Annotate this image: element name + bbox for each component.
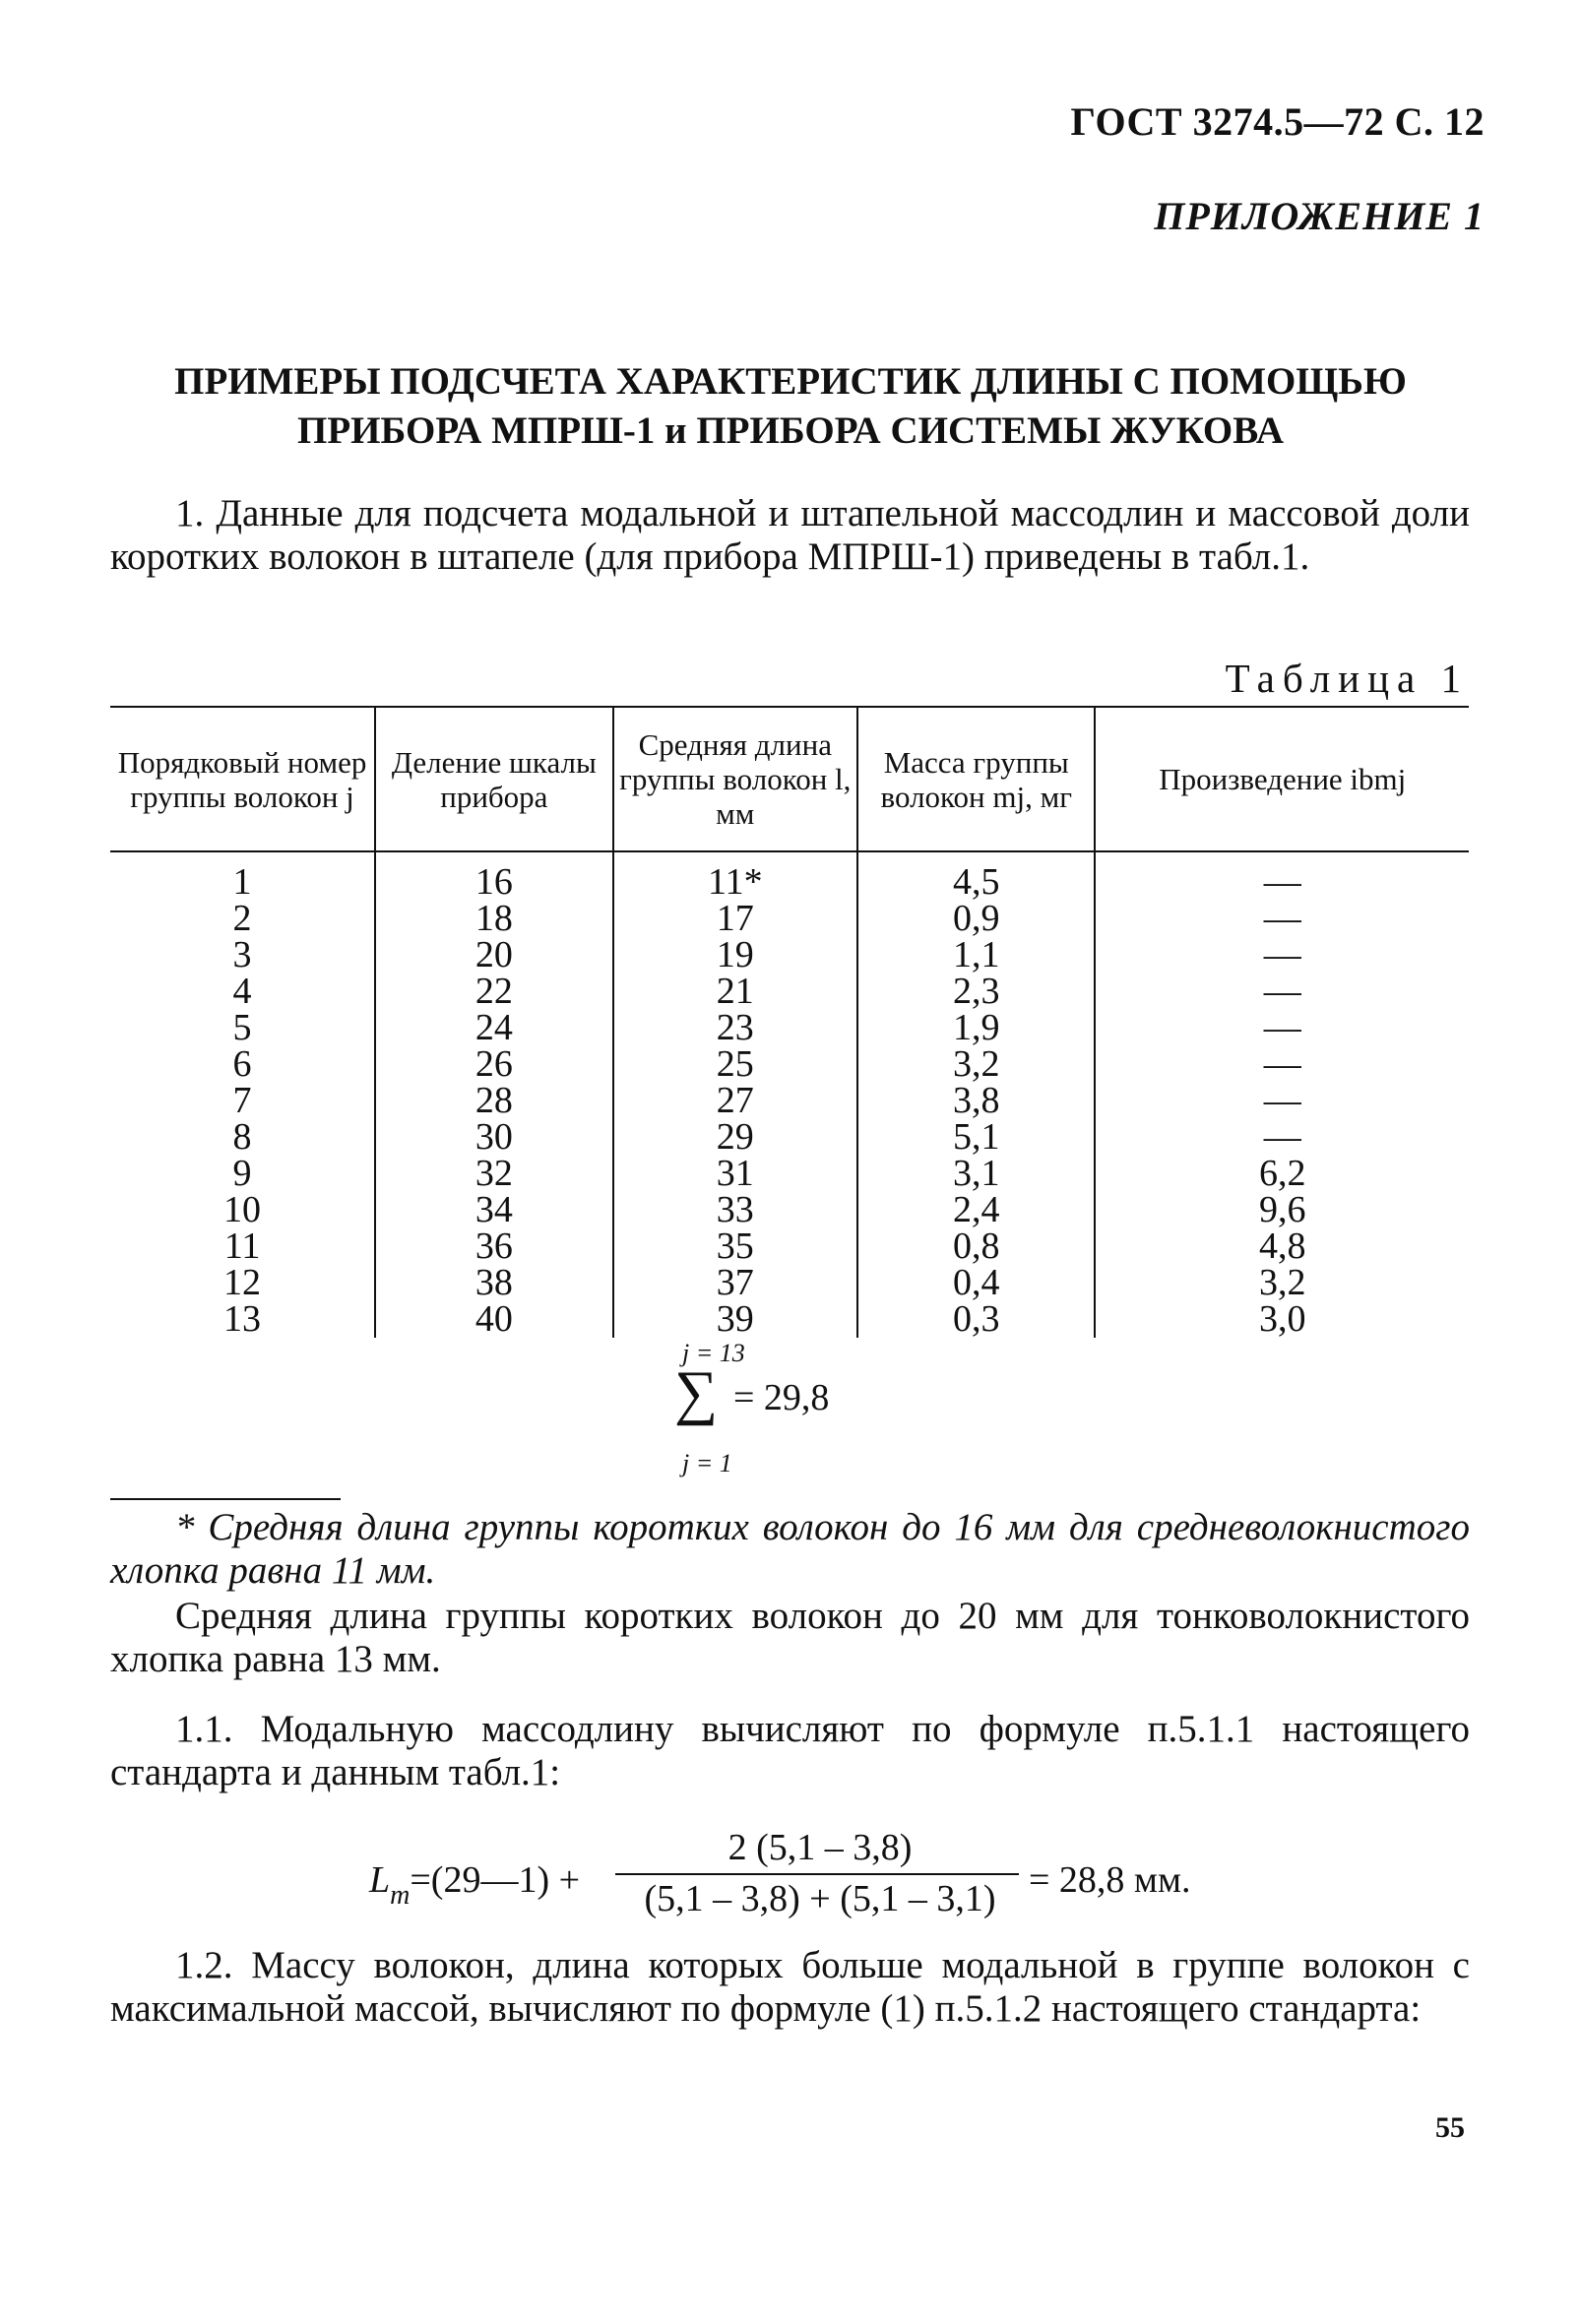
formula-denominator: (5,1 – 3,8) + (5,1 – 3,1) [644,1878,996,1919]
table-cell: 31 [613,1156,857,1192]
table-row [110,851,1469,901]
table-cell: 9,6 [1095,1192,1469,1228]
table-cell: 7 [232,1080,252,1121]
table-cell: — [1095,937,1469,974]
table-row [110,1010,1469,1046]
header-mean-length: Средняя длина группы волокон l, мм [613,707,857,851]
paragraph-1-2: 1.2. Массу волокон, длина которых больше модальной в группе волокон с максимальной массой, вычисляют по формуле (1) п.5.1.2 настоящего стандарта: [110,1944,1470,2030]
table-cell: 4,5 [857,851,1096,901]
table-cell: 40 [375,1301,613,1338]
table-cell: 29 [613,1119,857,1156]
table-cell: 3,2 [857,1046,1096,1083]
table-cell: 17 [613,901,857,937]
sum-upper-limit: j = 13 [682,1339,745,1367]
table-cell: 22 [375,974,613,1010]
formula-lhs-rest: =(29—1) + [410,1859,581,1901]
table-cell: 3,1 [857,1156,1096,1192]
table-cell: — [1095,1083,1469,1119]
table-row [110,901,1469,937]
table-body [110,851,1469,1338]
formula-lhs-subscript: m [390,1880,411,1911]
table-cell: 1,1 [857,937,1096,974]
page-title [79,357,1502,456]
table-cell: 1 [232,861,252,903]
table-cell: 1,9 [857,1010,1096,1046]
table-cell: 28 [375,1083,613,1119]
footnote-1: * Средняя длина группы коротких волокон до 16 мм для средневолокнистого хлопка равна 11 мм. [110,1506,1470,1592]
table-cell: 4 [232,971,252,1012]
table-cell: 30 [375,1119,613,1156]
table-cell: — [1095,1046,1469,1083]
title-line-1: ПРИМЕРЫ ПОДСЧЕТА ХАРАКТЕРИСТИК ДЛИНЫ С ПОМОЩЬЮ [174,360,1407,403]
table-cell: 3,2 [1095,1265,1469,1301]
table-cell: 24 [375,1010,613,1046]
paragraph-1: 1. Данные для подсчета модальной и штапельной массодлин и массовой доли коротких волокон в штапеле (для прибора МПРШ-1) приведены в табл.1. [110,492,1470,578]
table-header-row [110,707,1469,851]
footnote-divider [110,1498,341,1500]
table-cell: 32 [375,1156,613,1192]
table-row [110,1265,1469,1301]
table-cell: 3,8 [857,1083,1096,1119]
table-row [110,1083,1469,1119]
table-cell: 3 [232,934,252,975]
table-cell: 27 [613,1083,857,1119]
appendix-label: ПРИЛОЖЕНИЕ 1 [1154,194,1485,238]
table-row [110,1046,1469,1083]
header-scale-division: Деление шкалы прибора [375,707,613,851]
page-number: 55 [1435,2111,1465,2144]
header-group-number: Порядковый номер группы волокон j [110,707,375,851]
table-cell: 2,3 [857,974,1096,1010]
table-cell: 10 [223,1189,262,1230]
table-cell: 6 [232,1043,252,1085]
sum-lower-limit: j = 1 [682,1449,732,1477]
table-cell: — [1095,1119,1469,1156]
table-row [110,974,1469,1010]
table-cell: 0,4 [857,1265,1096,1301]
table-cell: 20 [375,937,613,974]
table-cell: 13 [223,1298,262,1340]
fraction-bar [615,1873,1019,1875]
table-cell: 35 [613,1228,857,1265]
table-cell: 5,1 [857,1119,1096,1156]
table-cell: — [1095,1010,1469,1046]
table-cell: 23 [613,1010,857,1046]
table-cell: 37 [613,1265,857,1301]
paragraph-1-1: 1.1. Модальную массодлину вычисляют по формуле п.5.1.1 настоящего стандарта и данным табл.1: [110,1708,1470,1793]
table-row [110,937,1469,974]
table-cell: 0,3 [857,1301,1096,1338]
table-cell: — [1095,974,1469,1010]
table-cell: 34 [375,1192,613,1228]
sum-value: = 29,8 [733,1377,830,1418]
formula-numerator: 2 (5,1 – 3,8) [727,1827,913,1868]
table-cell: 18 [375,901,613,937]
table-cell: 5 [232,1007,252,1048]
header-group-mass: Масса группы волокон mj, мг [857,707,1096,851]
table-cell: — [1095,851,1469,901]
formula-result: = 28,8 мм. [1029,1859,1191,1901]
table-row [110,1228,1469,1265]
formula-lhs-symbol: L [369,1859,391,1901]
table-cell: 0,9 [857,901,1096,937]
table-cell: 3,0 [1095,1301,1469,1338]
table-cell: 16 [375,851,613,901]
table-cell: 6,2 [1095,1156,1469,1192]
table-cell: 26 [375,1046,613,1083]
table-cell: 4,8 [1095,1228,1469,1265]
formula-lhs [369,1858,581,1911]
table-cell: 11 [223,1225,261,1267]
table-cell: 19 [613,937,857,974]
table-cell: 11* [613,851,857,901]
table-row [110,1192,1469,1228]
table-cell: 36 [375,1228,613,1265]
table-row [110,1156,1469,1192]
table-cell: 39 [613,1301,857,1338]
table-row [110,1301,1469,1338]
footnote-2: Средняя длина группы коротких волокон до 20 мм для тонковолокнистого хлопка равна 13 мм. [110,1595,1470,1680]
modal-length-formula [369,1826,1216,1944]
table-cell: 2,4 [857,1192,1096,1228]
sum-symbol: ∑ [674,1359,719,1426]
header-product: Произведение ibmj [1095,707,1469,851]
standard-header: ГОСТ 3274.5—72 С. 12 [1070,99,1485,144]
table-caption: Таблица 1 [1225,656,1469,701]
table-cell: 0,8 [857,1228,1096,1265]
table-cell: 25 [613,1046,857,1083]
table-cell: 8 [232,1116,252,1158]
table-cell: 9 [232,1153,252,1194]
table-cell: 38 [375,1265,613,1301]
table-cell: — [1095,901,1469,937]
title-line-2: ПРИБОРА МПРШ-1 и ПРИБОРА СИСТЕМЫ ЖУКОВА [297,409,1284,452]
table-row [110,1119,1469,1156]
sum-formula [664,1339,881,1496]
data-table [110,706,1469,1338]
table-cell: 21 [613,974,857,1010]
table-cell: 2 [232,898,252,939]
table-cell: 33 [613,1192,857,1228]
table-cell: 12 [223,1262,262,1303]
